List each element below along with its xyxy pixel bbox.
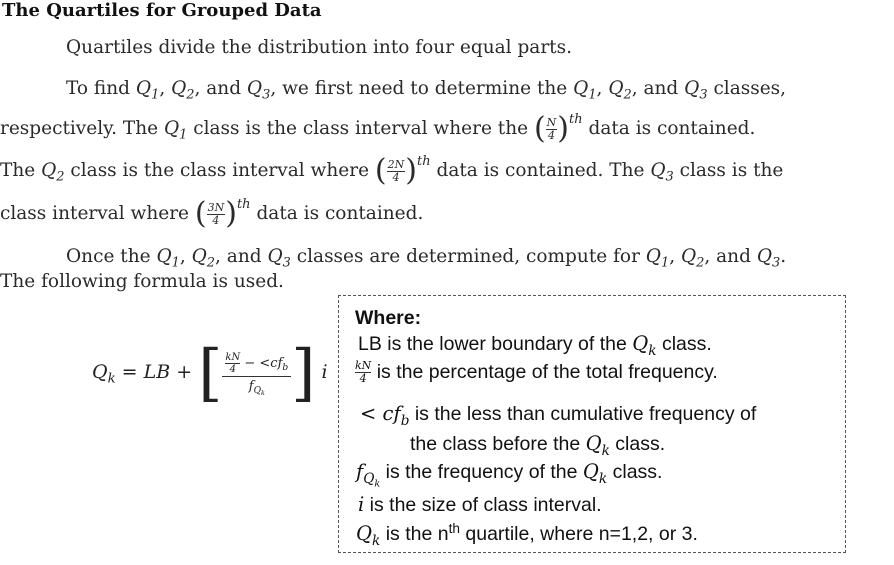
find-line-3: The $Q_2$ class is the class interval where ( $\frac{2N}{4}$ )$^{th}$ data is contained. The $Q_3$ class is the <box>0 153 784 189</box>
def-qk: $Q_k$ is the $n^{th}$ quartile, where n=1,2, or 3. <box>356 521 698 549</box>
def-percentage: $\frac{kN}{4}$ is the percentage of the total frequency. <box>355 359 718 386</box>
intro-text: Quartiles divide the distribution into four equal parts. <box>66 37 572 58</box>
def-fq: $f_{Q_k}$ is the frequency of the $Q_k$ class. <box>356 460 663 490</box>
page-title: The Quartiles for Grouped Data <box>2 0 322 21</box>
find-line-2: respectively. The $Q_1$ class is the class interval where the ( $\frac{N}{4}$ )$^{th}$ data is contained. <box>0 111 756 147</box>
fraction-2n-over-4: $\frac{2N}{4}$ <box>387 158 405 184</box>
def-cf: < $cf_b$ is the less than cumulative frequency of <box>360 402 757 429</box>
def-lb: LB is the lower boundary of the $Q_k$ class. <box>358 332 712 359</box>
find-line-4: class interval where ( $\frac{3N}{4}$ )$^{th}$ data is contained. <box>0 196 424 232</box>
fraction-3n-over-4: $\frac{3N}{4}$ <box>207 201 225 227</box>
def-i: i is the size of class interval. <box>358 493 602 516</box>
def-cf-cont: the class before the $Q_k$ class. <box>410 432 666 459</box>
once-line-2: The following formula is used. <box>0 271 284 292</box>
find-line-1: To find $Q_1$, $Q_2$, and $Q_3$, we first need to determine the $Q_1$, $Q_2$, and $Q_3$ classes, <box>66 78 787 103</box>
once-line-1: Once the $Q_1$, $Q_2$, and $Q_3$ classes are determined, compute for $Q_1$, $Q_2$, and $Q_3$. <box>66 246 787 271</box>
where-heading: Where: <box>355 307 422 329</box>
fraction-n-over-4: $\frac{N}{4}$ <box>546 116 557 142</box>
quartile-formula: $Q_k$ = LB + [ $\frac{kN}{4}$ − $<cf_b$ $f_{Q_k}$ ] i <box>92 336 328 409</box>
